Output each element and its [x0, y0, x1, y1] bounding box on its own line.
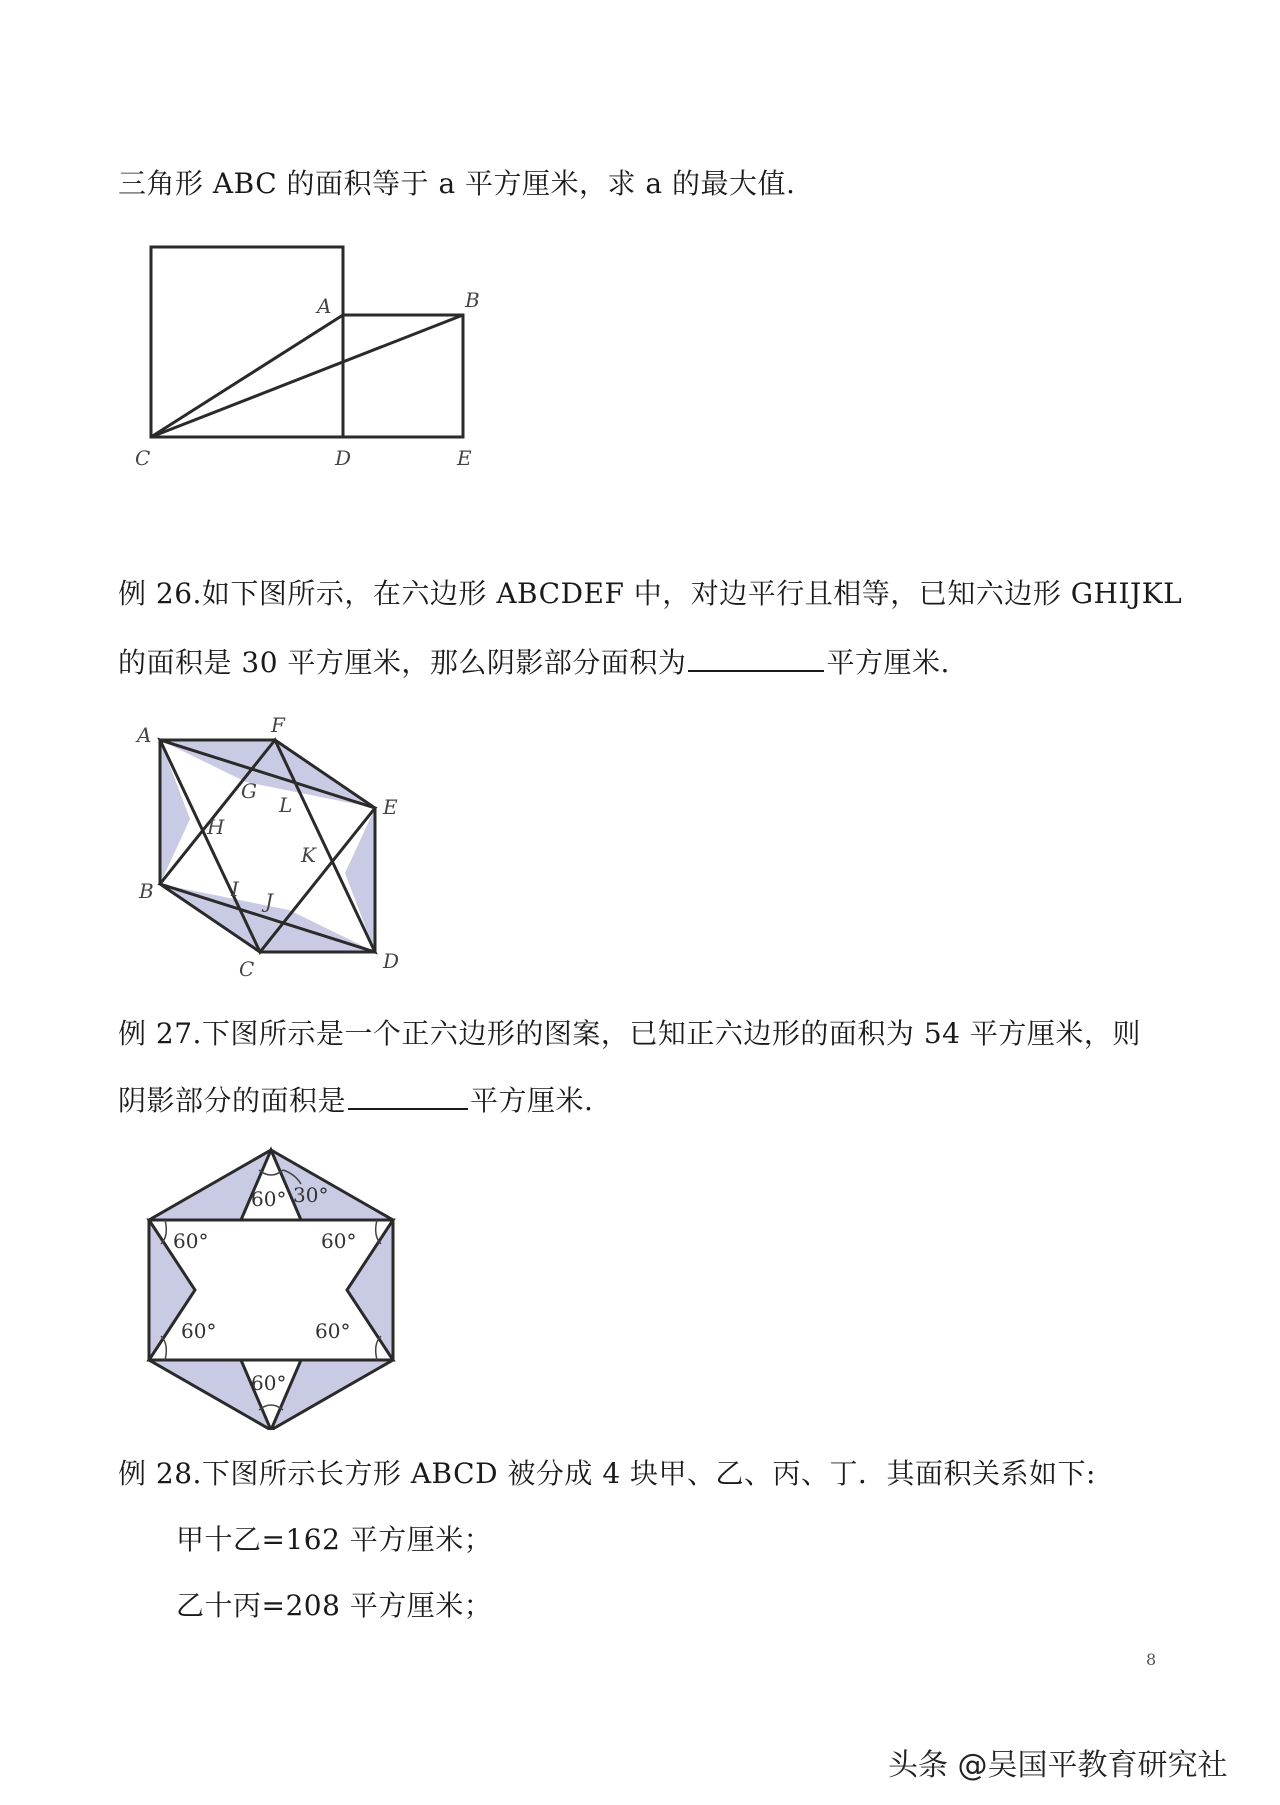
- label-F: F: [271, 713, 285, 737]
- example-26-line2: [118, 644, 950, 681]
- angle-label: 60°: [251, 1371, 287, 1395]
- example-26-text-after: 平方厘米.: [826, 646, 950, 679]
- answer-blank: [348, 1082, 468, 1110]
- label-L: L: [279, 793, 293, 817]
- example-28-equation-2: 乙十丙=208 平方厘米；: [176, 1589, 493, 1622]
- label-B: B: [139, 879, 154, 903]
- watermark-text: 头条 @吴国平教育研究社: [888, 1748, 1228, 1783]
- label-C: C: [239, 957, 255, 981]
- label-A: A: [317, 294, 332, 318]
- example-27-text-after: 平方厘米.: [470, 1084, 594, 1117]
- shade-left: [160, 740, 190, 884]
- problem-text-line: 三角形 ABC 的面积等于 a 平方厘米，求 a 的最大值.: [118, 167, 796, 200]
- label-I: I: [231, 877, 239, 901]
- example-28-line1: 例 28.下图所示长方形 ABCD 被分成 4 块甲、乙、丙、丁．其面积关系如下:: [118, 1457, 1096, 1490]
- angle-label: 30°: [293, 1183, 329, 1207]
- example-26-text-before: 的面积是 30 平方厘米，那么阴影部分面积为: [118, 646, 687, 679]
- figure-hexagon-star: [125, 1140, 415, 1430]
- answer-blank: [688, 644, 824, 672]
- angle-label: 60°: [173, 1229, 209, 1253]
- label-E: E: [457, 446, 472, 470]
- example-27-line2: [118, 1082, 593, 1119]
- angle-label: 60°: [251, 1187, 287, 1211]
- label-J: J: [265, 889, 274, 913]
- shade-right: [345, 808, 375, 952]
- example-27-line1: 例 27.下图所示是一个正六边形的图案，已知正六边形的面积为 54 平方厘米，则: [118, 1017, 1141, 1050]
- page-number: 8: [1146, 1650, 1157, 1669]
- label-B: B: [465, 288, 480, 312]
- figure-hexagon-shaded: [125, 712, 415, 982]
- figure-squares-triangle: [125, 235, 505, 475]
- example-27-text-before: 阴影部分的面积是: [118, 1084, 347, 1117]
- example-28-equation-1: 甲十乙=162 平方厘米；: [176, 1523, 493, 1556]
- label-E: E: [383, 795, 398, 819]
- angle-label: 60°: [315, 1319, 351, 1343]
- label-D: D: [335, 446, 352, 470]
- label-H: H: [207, 815, 225, 839]
- angle-label: 60°: [181, 1319, 217, 1343]
- label-G: G: [241, 779, 257, 803]
- angle-label: 60°: [321, 1229, 357, 1253]
- label-A: A: [137, 723, 152, 747]
- example-26-line1: 例 26.如下图所示，在六边形 ABCDEF 中，对边平行且相等，已知六边形 GHIJKL: [118, 577, 1183, 610]
- label-C: C: [135, 446, 151, 470]
- label-D: D: [383, 949, 400, 973]
- label-K: K: [301, 843, 316, 867]
